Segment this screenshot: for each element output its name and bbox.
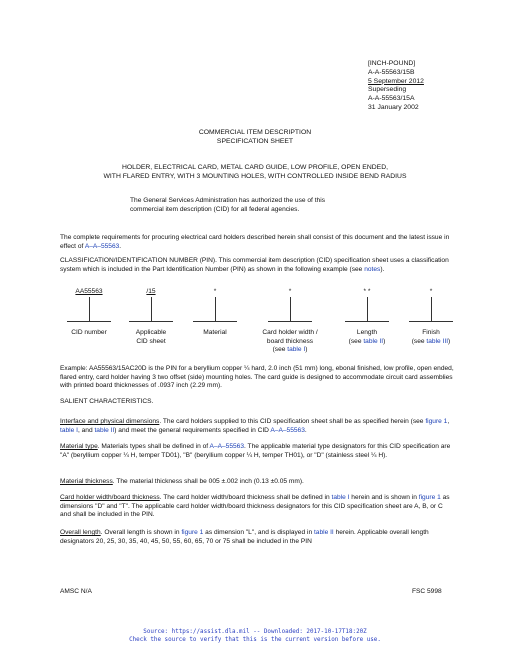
cid-link[interactable]: A–A–55563	[270, 426, 305, 434]
item-title-line1: HOLDER, ELECTRICAL CARD, METAL CARD GUIDE, LOW PROFILE, OPEN ENDED,	[121, 164, 388, 171]
pin-base-line	[409, 321, 453, 322]
separator: , and	[77, 426, 95, 434]
pin-leader-line	[431, 297, 432, 321]
table-ii-link[interactable]: table II	[313, 529, 334, 536]
pin-code: AA55563	[75, 288, 103, 295]
pin-label-line1: Finish	[422, 329, 440, 336]
table-i-link[interactable]: table I	[60, 426, 78, 434]
pin-leader-line	[290, 297, 291, 321]
cid-link[interactable]: A–A–55563	[209, 443, 245, 450]
authorization-line2: commercial item description (CID) for all federal agencies.	[130, 205, 300, 213]
pin-label	[396, 329, 466, 346]
pin-label-line1: Length	[356, 329, 378, 336]
intro-end: .	[119, 242, 122, 250]
authorization-statement	[130, 197, 380, 214]
pin-label-line2	[396, 338, 466, 347]
card-holder-width-text: as dimensions "D" and "T". The applicable card holder width/board thickness designators for this CID specification sheet are A, B, or C and shall be included in the PIN.	[60, 494, 450, 519]
pin-base-line	[268, 321, 312, 322]
download-notice	[0, 629, 510, 645]
pin-label-line3	[246, 346, 334, 355]
table-ii-link[interactable]: table II	[94, 426, 115, 434]
pin-base-line	[129, 321, 173, 322]
interface-title: Interface and physical dimensions	[60, 418, 160, 425]
table-ii-link[interactable]: table II	[363, 337, 384, 345]
overall-length-text: as dimension "L", and is displayed in	[203, 529, 314, 536]
fsc-label: FSC 5998	[412, 588, 442, 595]
download-verify-line: Check the source to verify that this is the current version before use.	[129, 636, 381, 643]
overall-length-paragraph	[60, 529, 455, 546]
classification-text: CLASSIFICATION/IDENTIFICATION NUMBER (PIN). This commercial item description (CID) specification sheet uses a classification system which is included in the Part Identification Number (PIN) as shown in the following example (see	[60, 257, 449, 273]
figure-1-link[interactable]: figure 1	[418, 494, 441, 501]
document-header	[368, 60, 488, 113]
overall-length-text: herein. Applicable overall length designators 20, 25, 30, 35, 40, 45, 50, 55, 60, 65, 70 or 75 shall be included in the PIN	[60, 529, 429, 545]
authorization-line1: The General Services Administration has authorized the use of this	[130, 197, 325, 204]
material-type-paragraph	[60, 443, 455, 460]
intro-text: The complete requirements for procuring electrical card holders described herein shall consist of this document and the latest issue in effect of	[60, 234, 450, 250]
pin-label-close: )	[448, 337, 451, 345]
interface-paragraph	[60, 418, 455, 435]
inch-pound-label: [INCH-POUND]	[368, 60, 416, 67]
document-type-line1: COMMERCIAL ITEM DESCRIPTION	[198, 129, 312, 136]
card-holder-width-title: Card holder width/board thickness	[60, 494, 160, 501]
card-holder-width-text: . The card holder width/board thickness shall be defined in	[159, 494, 332, 501]
pin-label	[246, 329, 334, 355]
pin-code: *	[288, 288, 292, 295]
pin-leader-line	[367, 297, 368, 321]
material-thickness-text: . The material thickness shall be 005 ±.002 inch (0.13 ±0.05 mm).	[112, 478, 304, 485]
pin-segment-finish	[396, 288, 466, 346]
table-i-link[interactable]: table I	[331, 494, 350, 501]
notes-link[interactable]: notes	[364, 265, 381, 273]
pin-code: *	[213, 288, 217, 295]
interface-text: ) and meet the general requirements specified in CID	[114, 426, 271, 434]
card-holder-width-paragraph	[60, 494, 455, 520]
material-type-text: . The applicable material type designators for this CID specification are "A" (beryllium copper ¼ H, temper TD01), "B" (beryllium copper ¼ H, temper TH01), or "D" (stainless steel ¼ H).	[60, 443, 451, 459]
pin-label-line2: CID sheet	[136, 337, 166, 345]
item-title	[0, 163, 510, 181]
classification-paragraph	[60, 257, 455, 274]
amsc-label: AMSC N/A	[60, 588, 92, 595]
superseded-document-date: 31 January 2002	[368, 104, 419, 112]
pin-label: Material	[203, 329, 227, 336]
material-thickness-title: Material thickness	[60, 478, 113, 485]
pin-label	[116, 329, 186, 346]
pin-label-see: (see	[348, 337, 364, 345]
pin-code: * *	[363, 288, 371, 295]
superseded-document-number: A-A-55563/15A	[368, 95, 415, 103]
pin-leader-line	[151, 297, 152, 321]
pin-label-see: (see	[411, 337, 427, 345]
separator: ,	[447, 418, 450, 425]
pin-label-see: (see	[272, 346, 288, 354]
pin-code: *	[429, 288, 433, 295]
interface-text: . The card holders supplied to this CID specification sheet shall be as specified herein (see	[159, 418, 426, 425]
pin-label-line1: Card holder width /	[262, 329, 318, 336]
figure-1-link[interactable]: figure 1	[425, 418, 448, 425]
material-type-title: Material type	[60, 443, 98, 450]
card-holder-width-text: herein and is shown in	[349, 494, 419, 501]
pin-label	[332, 329, 402, 346]
pin-base-line	[345, 321, 389, 322]
intro-paragraph	[60, 234, 455, 251]
pin-leader-line	[215, 297, 216, 321]
pin-label-close: )	[305, 346, 308, 354]
pin-label: CID number	[71, 329, 107, 336]
example-paragraph: Example: AA55563/15AC20D is the PIN for a beryllium copper ¼ hard, 2.0 inch (51 mm) long, ebonal finished, low profile, open ended, flared entry, card holder having 3 two offset (side) mounting holes. The card guide is designed to accommodate circuit card assemblies with printed board thicknesses of .0937 inch (2.29 mm).	[60, 365, 454, 390]
download-source-line: Source: https://assist.dla.mil -- Downloaded: 2017-10-17T18:20Z	[143, 629, 367, 635]
pin-segment-material	[180, 288, 250, 338]
pin-label-line2	[332, 338, 402, 347]
pin-label-line1: Applicable	[135, 329, 167, 336]
table-i-link[interactable]: table I	[287, 346, 306, 354]
material-type-text: . Materials types shall be defined in of	[97, 443, 210, 450]
pin-code: /15	[146, 288, 156, 295]
document-type-line2: SPECIFICATION SHEET	[216, 138, 294, 146]
document-type-title	[0, 128, 510, 146]
superseding-label: Superseding	[368, 86, 407, 94]
document-date: 5 September 2012	[368, 77, 424, 85]
pin-diagram	[60, 288, 460, 368]
pin-segment-cid-number	[54, 288, 124, 338]
pin-segment-width-thickness	[246, 288, 334, 355]
figure-1-link[interactable]: figure 1	[181, 529, 204, 536]
pin-base-line	[67, 321, 111, 322]
item-title-line2: WITH FLARED ENTRY, WITH 3 MOUNTING HOLES, WITH CONTROLLED INSIDE BEND RADIUS	[103, 173, 407, 181]
pin-leader-line	[89, 297, 90, 321]
table-iii-link[interactable]: table III	[426, 337, 449, 345]
classification-end: ).	[380, 265, 385, 273]
material-thickness-paragraph	[60, 478, 455, 487]
pin-base-line	[193, 321, 237, 322]
intro-cid-link[interactable]: A–A–55563	[84, 242, 120, 250]
overall-length-title: Overall length	[60, 529, 101, 536]
pin-segment-length	[332, 288, 402, 346]
overall-length-text: . Overall length is shown in	[100, 529, 182, 536]
pin-label-close: )	[383, 337, 386, 345]
interface-end: .	[304, 426, 307, 434]
salient-heading: SALIENT CHARACTERISTICS.	[60, 398, 154, 405]
pin-segment-cid-sheet	[116, 288, 186, 346]
pin-label-line2: board thickness	[266, 337, 314, 345]
document-number: A-A-55563/15B	[368, 68, 415, 76]
